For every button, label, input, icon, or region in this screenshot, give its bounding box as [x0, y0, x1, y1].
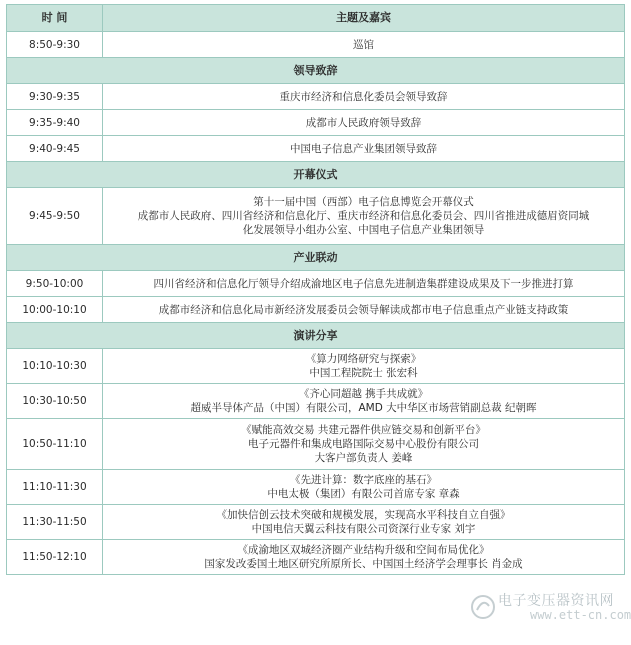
- header-time: 时 间: [7, 5, 103, 32]
- time-cell: 10:00-10:10: [7, 297, 103, 323]
- table-row: [7, 32, 625, 58]
- topic-line: 中国电子信息产业集团领导致辞: [290, 142, 437, 155]
- topic-line: 国家发改委国土地区研究所原所长、中国国土经济学会理事长 肖金成: [204, 558, 523, 570]
- topic-line: 第十一届中国（西部）电子信息博览会开幕仪式: [253, 196, 474, 208]
- time-cell: 11:50-12:10: [7, 540, 103, 575]
- table-row: [7, 505, 625, 540]
- topic-cell: [103, 297, 625, 323]
- schedule-table: [6, 4, 625, 575]
- section-row: [7, 323, 625, 349]
- topic-line: 《齐心同超越 携手共成就》: [298, 388, 429, 400]
- topic-line: 《赋能高效交易 共建元器件供应链交易和创新平台》: [241, 424, 486, 436]
- section-title: 演讲分享: [7, 323, 625, 349]
- section-row: [7, 58, 625, 84]
- section-row: [7, 245, 625, 271]
- time-cell: 10:30-10:50: [7, 384, 103, 419]
- topic-line: 大客户部负责人 姜峰: [314, 452, 413, 464]
- header-topic: 主题及嘉宾: [103, 5, 625, 32]
- table-row: [7, 349, 625, 384]
- time-cell: 9:45-9:50: [7, 188, 103, 245]
- topic-line: 电子元器件和集成电路国际交易中心股份有限公司: [248, 438, 479, 450]
- topic-line: 中电太极（集团）有限公司首席专家 章森: [267, 488, 460, 500]
- topic-line: 成都市人民政府、四川省经济和信息化厅、重庆市经济和信息化委员会、四川省推进成德眉资同城: [137, 210, 590, 222]
- section-title: 产业联动: [7, 245, 625, 271]
- watermark-name: 电子变压器资讯网: [498, 593, 614, 609]
- topic-line: 《成渝地区双城经济圈产业结构升级和空间布局优化》: [237, 544, 490, 556]
- watermark: [470, 588, 631, 628]
- topic-line: 巡馆: [353, 38, 374, 51]
- time-cell: 9:35-9:40: [7, 110, 103, 136]
- topic-cell: [103, 188, 625, 245]
- section-title: 开幕仪式: [7, 162, 625, 188]
- time-cell: 10:10-10:30: [7, 349, 103, 384]
- topic-cell: [103, 32, 625, 58]
- section-row: [7, 162, 625, 188]
- topic-cell: [103, 419, 625, 470]
- table-row: [7, 110, 625, 136]
- table-row: [7, 540, 625, 575]
- time-cell: 11:10-11:30: [7, 470, 103, 505]
- table-row: [7, 297, 625, 323]
- table-row: [7, 384, 625, 419]
- topic-line: 《加快信创云技术突破和规模发展，实现高水平科技自立自强》: [216, 509, 511, 521]
- time-cell: 11:30-11:50: [7, 505, 103, 540]
- table-row: [7, 419, 625, 470]
- topic-line: 《先进计算：数字底座的基石》: [290, 474, 437, 486]
- table-row: [7, 84, 625, 110]
- time-cell: 9:50-10:00: [7, 271, 103, 297]
- topic-cell: [103, 110, 625, 136]
- topic-line: 《算力网络研究与探索》: [305, 353, 422, 365]
- schedule-body: [7, 32, 625, 575]
- topic-cell: [103, 136, 625, 162]
- topic-cell: [103, 505, 625, 540]
- time-cell: 10:50-11:10: [7, 419, 103, 470]
- table-row: [7, 271, 625, 297]
- topic-cell: [103, 470, 625, 505]
- topic-cell: [103, 84, 625, 110]
- topic-line: 化发展领导小组办公室、中国电子信息产业集团领导: [242, 224, 485, 236]
- topic-cell: [103, 540, 625, 575]
- watermark-logo-icon: [470, 594, 496, 620]
- topic-cell: [103, 349, 625, 384]
- topic-cell: [103, 271, 625, 297]
- table-header-row: [7, 5, 625, 32]
- time-cell: 9:30-9:35: [7, 84, 103, 110]
- topic-line: 中国电信天翼云科技有限公司资深行业专家 刘宇: [251, 523, 476, 535]
- topic-line: 超威半导体产品（中国）有限公司，AMD 大中华区市场营销副总裁 纪朝晖: [190, 402, 537, 414]
- topic-cell: [103, 384, 625, 419]
- table-row: [7, 136, 625, 162]
- topic-line: 成都市人民政府领导致辞: [305, 116, 422, 129]
- time-cell: 8:50-9:30: [7, 32, 103, 58]
- topic-line: 重庆市经济和信息化委员会领导致辞: [279, 90, 448, 103]
- topic-line: 中国工程院院士 张宏科: [309, 367, 418, 379]
- section-title: 领导致辞: [7, 58, 625, 84]
- topic-line: 四川省经济和信息化厅领导介绍成渝地区电子信息先进制造集群建设成果及下一步推进打算: [153, 277, 574, 290]
- table-row: [7, 188, 625, 245]
- topic-line: 成都市经济和信息化局市新经济发展委员会领导解读成都市电子信息重点产业链支持政策: [158, 303, 569, 316]
- table-row: [7, 470, 625, 505]
- watermark-url: www.ett-cn.com: [530, 608, 631, 622]
- time-cell: 9:40-9:45: [7, 136, 103, 162]
